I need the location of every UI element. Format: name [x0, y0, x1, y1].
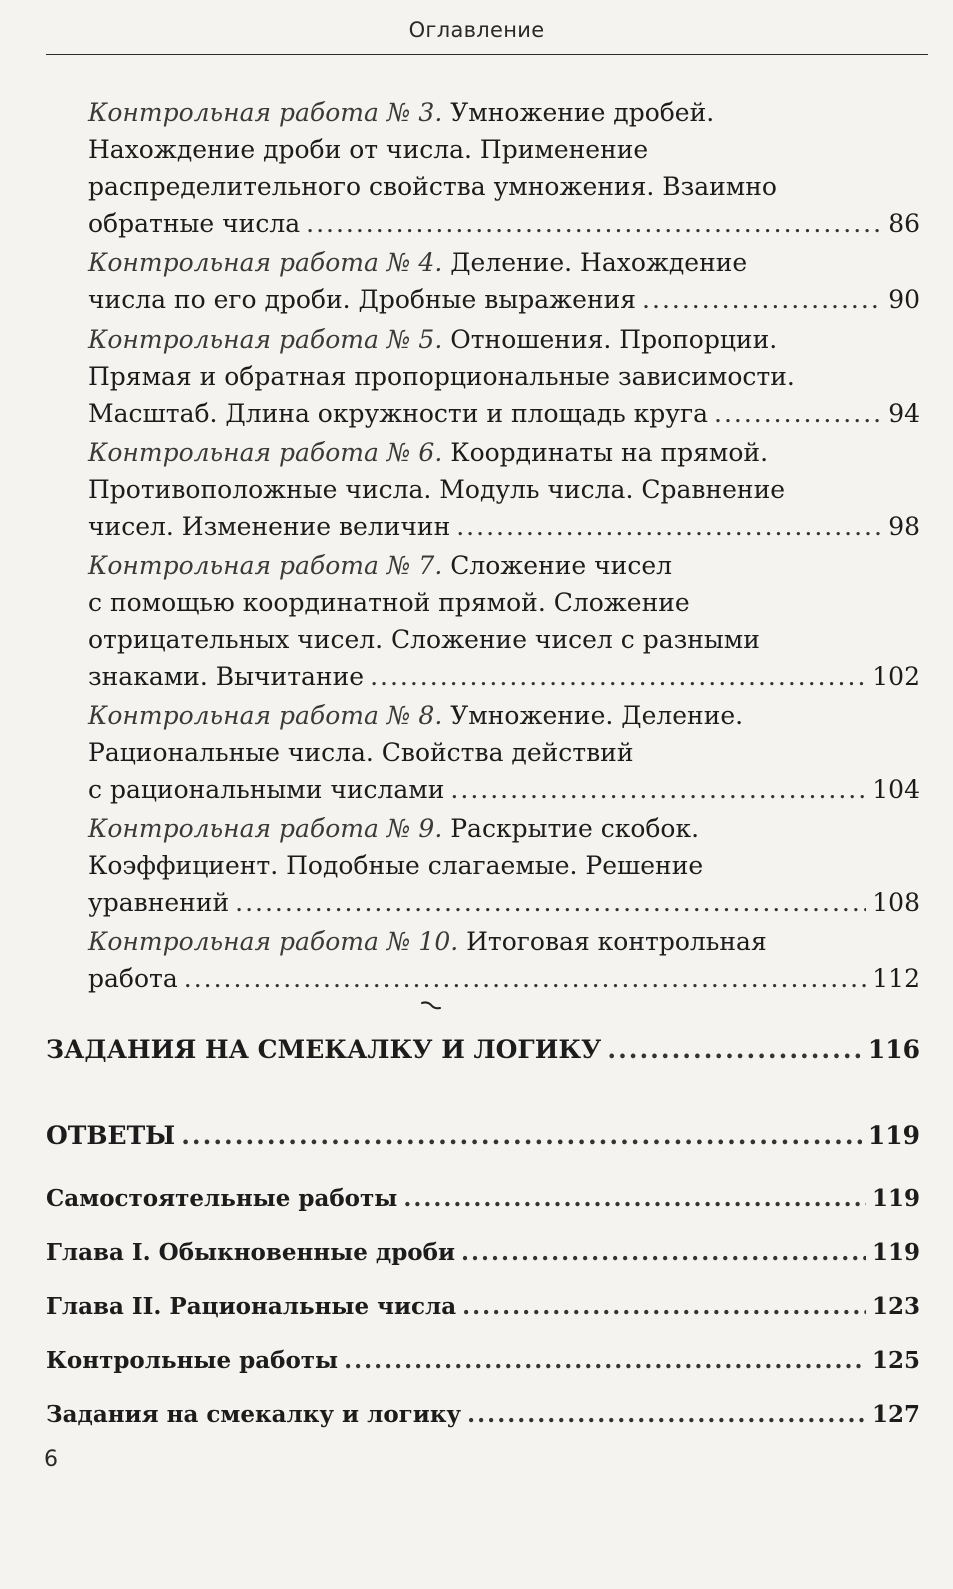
dot-leader: [235, 884, 866, 921]
entry-label: Контрольная работа № 6.: [88, 438, 443, 467]
toc-entry-test-3[interactable]: [88, 94, 920, 242]
answers-title: Глава I. Обыкновенные дроби: [46, 1239, 456, 1266]
answers-title: Глава II. Рациональные числа: [46, 1293, 457, 1320]
toc-section-answers[interactable]: [46, 1117, 920, 1154]
toc-answers-tests[interactable]: [46, 1344, 920, 1378]
entry-text: Раскрытие скобок.: [450, 814, 700, 843]
page-number-footer: 6: [44, 1447, 58, 1472]
entry-text: обратные числа: [88, 209, 301, 238]
toc-answers-chapter-2[interactable]: [46, 1290, 920, 1324]
entry-label: Контрольная работа № 3.: [88, 98, 443, 127]
entry-text: числа по его дроби. Дробные выражения: [88, 285, 637, 314]
entry-text: Итоговая контрольная: [466, 927, 767, 956]
page-number: 119: [871, 1239, 920, 1266]
page-number: 123: [871, 1293, 920, 1320]
dot-leader: [184, 960, 867, 997]
dot-leader: [181, 1117, 862, 1154]
page-number: 102: [872, 662, 920, 691]
entry-text: Масштаб. Длина окружности и площадь круга: [88, 399, 708, 428]
section-title: ОТВЕТЫ: [46, 1121, 176, 1150]
dot-leader: [461, 1236, 866, 1270]
page-number: 119: [867, 1121, 920, 1150]
entry-label: Контрольная работа № 8.: [88, 701, 443, 730]
entry-text: Нахождение дроби от числа. Применение: [88, 135, 649, 164]
page-number: 127: [871, 1401, 920, 1428]
page-number: 112: [872, 964, 920, 993]
entry-text: с рациональными числами: [88, 775, 445, 804]
dot-leader: [370, 658, 866, 695]
toc-entry-test-4[interactable]: [88, 244, 920, 318]
toc-section-logic-tasks[interactable]: [46, 1031, 920, 1068]
toc-entry-test-5[interactable]: [88, 321, 920, 432]
dot-leader: [450, 771, 866, 808]
entry-text: отрицательных чисел. Сложение чисел с разными: [88, 625, 760, 654]
toc-entry-test-10[interactable]: [88, 923, 920, 997]
entry-text: Прямая и обратная пропорциональные зависимости.: [88, 362, 795, 391]
answers-title: Контрольные работы: [46, 1347, 339, 1374]
page-number: 94: [888, 399, 920, 428]
entry-text: Коэффициент. Подобные слагаемые. Решение: [88, 851, 704, 880]
dot-leader: [403, 1182, 866, 1216]
entry-text: распределительного свойства умножения. Взаимно: [88, 172, 777, 201]
entry-text: Рациональные числа. Свойства действий: [88, 738, 634, 767]
dot-leader: [456, 508, 882, 545]
entry-text: Отношения. Пропорции.: [450, 325, 778, 354]
entry-text: Умножение. Деление.: [450, 701, 744, 730]
header-rule: [46, 54, 928, 55]
toc-entry-test-9[interactable]: [88, 810, 920, 921]
dot-leader: [714, 395, 882, 432]
toc-answers-independent-works[interactable]: [46, 1182, 920, 1216]
entry-text: уравнений: [88, 888, 230, 917]
pen-mark-icon: [420, 1000, 444, 1012]
page-number: 104: [872, 775, 920, 804]
toc-entry-test-8[interactable]: [88, 697, 920, 808]
section-title: ЗАДАНИЯ НА СМЕКАЛКУ И ЛОГИКУ: [46, 1035, 602, 1064]
entry-text: Координаты на прямой.: [450, 438, 769, 467]
running-head: Оглавление: [408, 18, 545, 42]
entry-text: Умножение дробей.: [450, 98, 715, 127]
page-number: 108: [872, 888, 920, 917]
entry-text: Деление. Нахождение: [450, 248, 748, 277]
page-number: 98: [888, 512, 920, 541]
page-number: 90: [888, 285, 920, 314]
answers-title: Задания на смекалку и логику: [46, 1401, 462, 1428]
entry-label: Контрольная работа № 7.: [88, 551, 443, 580]
entry-text: работа: [88, 964, 178, 993]
entry-text: Сложение чисел: [450, 551, 673, 580]
page-number: 119: [871, 1185, 920, 1212]
toc-answers-logic-tasks[interactable]: [46, 1398, 920, 1432]
dot-leader: [344, 1344, 866, 1378]
entry-label: Контрольная работа № 5.: [88, 325, 443, 354]
toc-answers-chapter-1[interactable]: [46, 1236, 920, 1270]
dot-leader: [642, 281, 882, 318]
entry-text: с помощью координатной прямой. Сложение: [88, 588, 690, 617]
entry-text: чисел. Изменение величин: [88, 512, 451, 541]
page-number: 125: [871, 1347, 920, 1374]
answers-title: Самостоятельные работы: [46, 1185, 398, 1212]
toc-entry-test-7[interactable]: [88, 547, 920, 695]
dot-leader: [467, 1398, 866, 1432]
page-number: 116: [867, 1035, 920, 1064]
dot-leader: [607, 1031, 861, 1068]
entry-label: Контрольная работа № 4.: [88, 248, 443, 277]
entry-text: знаками. Вычитание: [88, 662, 365, 691]
dot-leader: [462, 1290, 866, 1324]
entry-label: Контрольная работа № 10.: [88, 927, 459, 956]
entry-label: Контрольная работа № 9.: [88, 814, 443, 843]
entry-text: Противоположные числа. Модуль числа. Сравнение: [88, 475, 786, 504]
toc-entry-test-6[interactable]: [88, 434, 920, 545]
dot-leader: [306, 205, 882, 242]
page-number: 86: [888, 209, 920, 238]
